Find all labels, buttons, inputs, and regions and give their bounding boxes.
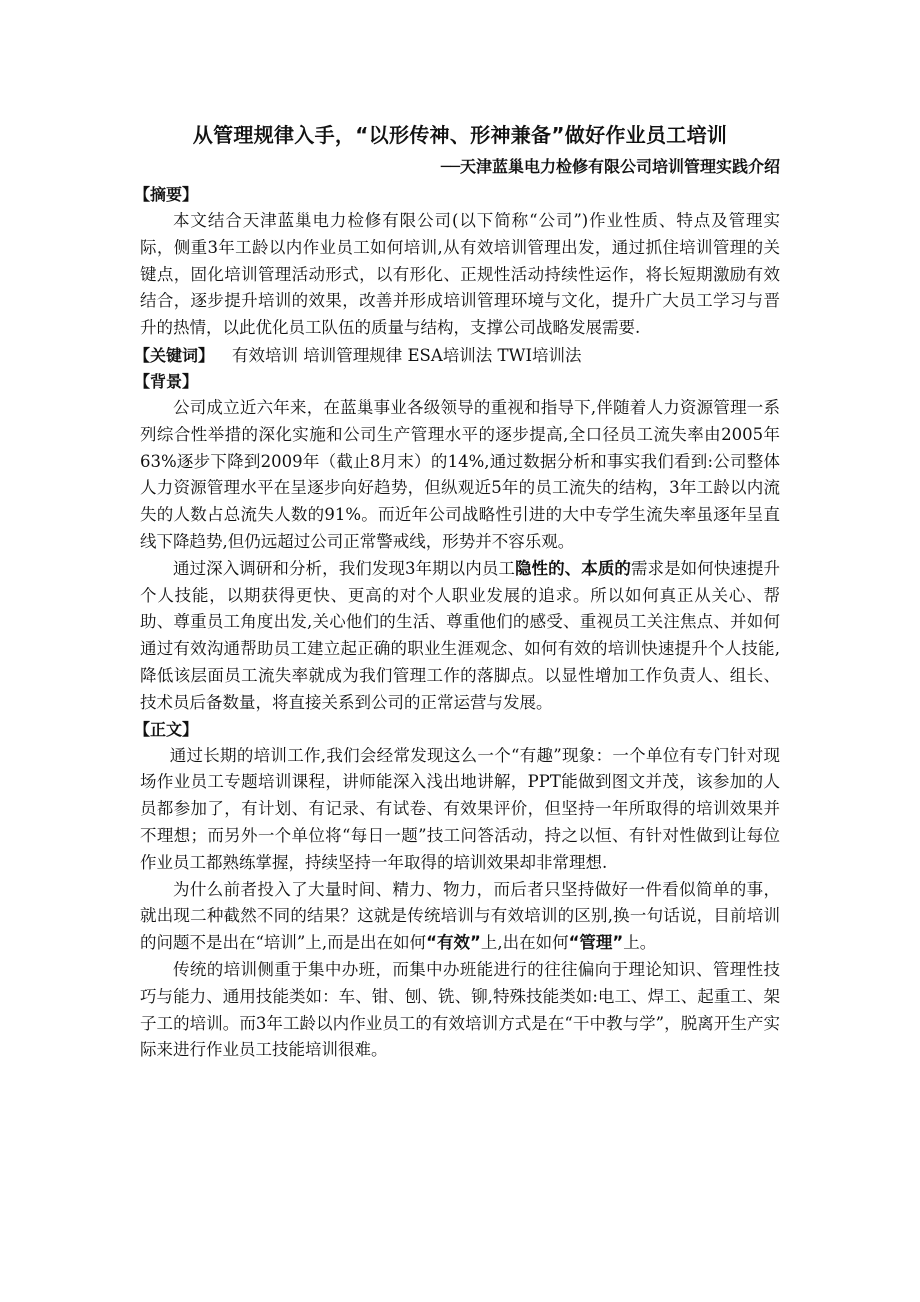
body-p2-part-a: 为什么前者投入了大量时间、精力、物力，而后者只坚持做好一件看似简单的事，就出现二种截然不同的结果？这就是传统培训与有效培训的区别,换一句话说，目前培训的问题不是出在“培训”上,而是出在如何 [140,879,780,953]
background-p2-part-a: 通过深入调研和分析，我们发现3年期以内员工 [173,558,515,578]
document-page [134,118,781,1064]
body-paragraph-1: 通过长期的培训工作,我们会经常发现这么一个“有趣”现象：一个单位有专门针对现场作业员工专题培训课程，讲师能深入浅出地讲解，PPT能做到图文并茂，该参加的人员都参加了，有计划、有记录、有试卷、有效果评价，但坚持一年所取得的培训效果并不理想；而另外一个单位将“每日一题”技工问答活动，持之以恒、有针对性做到让每位作业员工都熟练掌握，持续坚持一年取得的培训效果却非常理想. [140,745,780,872]
background-paragraph-2 [140,556,780,717]
abstract-paragraph: 本文结合天津蓝巢电力检修有限公司(以下简称“公司”)作业性质、特点及管理实际，侧重3年工龄以内作业员工如何培训,从有效培训管理出发，通过抓住培训管理的关键点，固化培训管理活动形式，以有形化、正规性活动持续性运作，将长短期激励有效结合，逐步提升培训的效果，改善并形成培训管理环境与文化，提升广大员工学习与晋升的热情，以此优化员工队伍的质量与结构，支撑公司战略发展需要. [140,211,780,338]
background-p2-part-c: 需求是如何快速提升个人技能，以期获得更快、更高的对个人职业发展的追求。所以如何真正从关心、帮助、尊重员工角度出发,关心他们的生活、尊重他们的感受、重视员工关注焦点、并如何通过有效沟通帮助员工建立起正确的职业生涯观念、如何有效的培训快速提升个人技能,降低该层面员工流失率就成为我们管理工作的落脚点。以显性增加工作负责人、组长、技术员后备数量，将直接关系到公司的正常运营与发展。 [140,558,781,712]
keywords-line [134,342,780,369]
body-heading: 【正文】 [134,719,199,739]
document-title: 从管理规律入手，“以形传神、形神兼备”做好作业员工培训 [192,123,728,147]
abstract-heading: 【摘要】 [134,185,199,204]
keywords-heading: 【关键词】 [134,345,215,365]
document-subtitle: ──天津蓝巢电力检修有限公司培训管理实践介绍 [440,157,780,176]
body-p2-emphasis-management: “管理” [568,933,624,953]
body-p2-part-c: 上,出在如何 [480,933,569,953]
background-heading: 【背景】 [134,371,199,391]
body-paragraph-2 [140,877,780,957]
keywords-values: 有效培训 培训管理规律 ESA培训法 TWI培训法 [232,345,582,365]
body-paragraph-3: 传统的培训侧重于集中办班，而集中办班能进行的往往偏向于理论知识、管理性技巧与能力、通用技能类如：车、钳、刨、铣、铆,特殊技能类如:电工、焊工、起重工、架子工的培训。而3年工龄以内作业员工的有效培训方式是在“干中教与学”，脱离开生产实际来进行作业员工技能培训很难。 [140,959,780,1060]
background-p2-emphasis: 隐性的、本质的 [514,558,631,578]
background-paragraph-1: 公司成立近六年来，在蓝巢事业各级领导的重视和指导下,伴随着人力资源管理一系列综合性举措的深化实施和公司生产管理水平的逐步提高,全口径员工流失率由2005年63%逐步下降到2009年（截止8月末）的14%,通过数据分析和事实我们看到:公司整体人力资源管理水平在呈逐步向好趋势，但纵观近5年的员工流失的结构，3年工龄以内流失的人数占总流失人数的91%。而近年公司战略性引进的大中专学生流失率虽逐年呈直线下降趋势,但仍远超过公司正常警戒线，形势并不容乐观。 [140,397,780,551]
body-p2-emphasis-effective: “有效” [426,933,481,953]
body-p2-part-e: 上。 [623,933,657,953]
